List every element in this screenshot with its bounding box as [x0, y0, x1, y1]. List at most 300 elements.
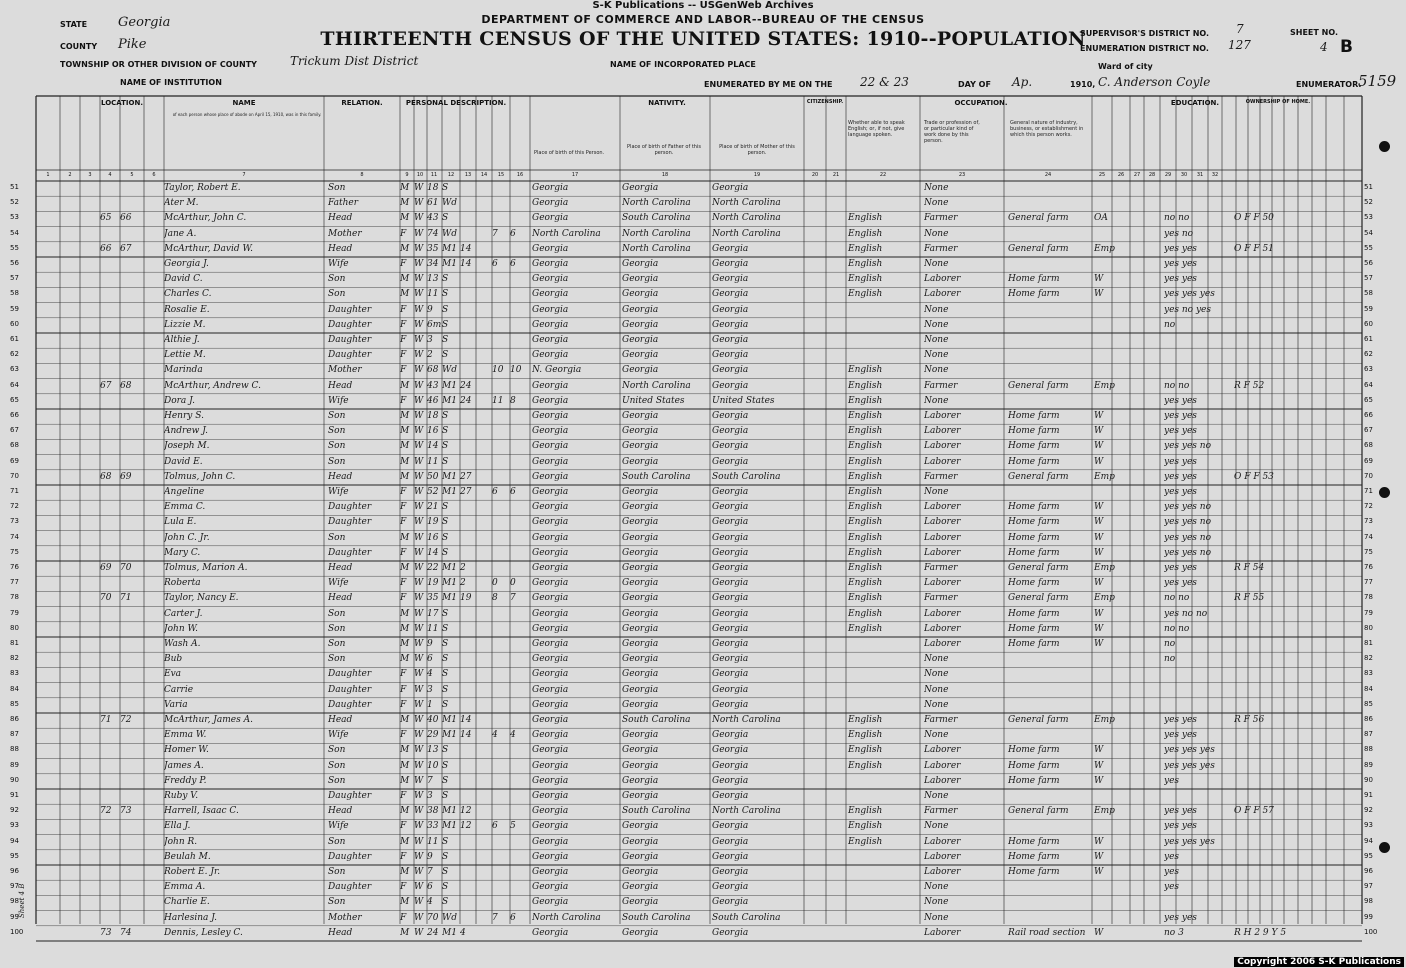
cell-read: yes yes — [1164, 487, 1197, 497]
cell-marital: S — [442, 684, 449, 695]
cell-bf: Georgia — [622, 547, 659, 558]
cell-line-right: 74 — [1364, 532, 1373, 541]
cell-emp: W — [1094, 411, 1104, 421]
cell-relation: Son — [328, 441, 346, 452]
cell-bp: Georgia — [532, 669, 569, 680]
cell-trade: None — [924, 365, 949, 376]
cell-name: David E. — [164, 456, 203, 467]
cell-marital: S — [442, 289, 449, 300]
column-number: 6 — [152, 172, 156, 178]
cell-bf: Georgia — [622, 563, 659, 573]
cell-name: Georgia J. — [164, 259, 209, 269]
cell-relation: Son — [328, 274, 346, 285]
column-number: 7 — [242, 172, 246, 178]
cell-bf: Georgia — [622, 730, 659, 741]
cell-read: yes yes — [1164, 806, 1197, 817]
col-birth-father: Place of birth of Father of this person. — [627, 144, 701, 156]
cell-race: W — [414, 335, 424, 345]
cell-marital: Wd — [442, 365, 458, 376]
cell-dwelling: 68 — [100, 471, 112, 482]
cell-relation: Daughter — [328, 304, 372, 315]
cell-bm: Georgia — [712, 897, 749, 908]
cell-name: James A. — [164, 760, 204, 771]
cell-age: 68 — [427, 365, 439, 376]
cell-marital: M1 — [442, 259, 457, 269]
cell-relation: Son — [328, 623, 346, 634]
cell-trade: Laborer — [924, 289, 961, 300]
cell-industry: Home farm — [1008, 532, 1060, 543]
cell-bf: North Carolina — [622, 243, 691, 254]
cell-race: W — [414, 745, 424, 756]
column-number: 13 — [464, 172, 472, 178]
cell-line: 76 — [10, 563, 19, 571]
cell-industry: General farm — [1008, 806, 1069, 817]
cell-race: W — [414, 304, 424, 315]
cell-relation: Father — [328, 198, 359, 209]
col-nativity: NATIVITY. — [648, 99, 686, 107]
cell-emp: W — [1094, 927, 1104, 938]
cell-bf: Georgia — [622, 745, 659, 756]
enumerated-month: Ap. — [1012, 75, 1033, 89]
cell-race: W — [414, 684, 424, 695]
cell-bp: Georgia — [532, 274, 569, 285]
cell-name: Jane A. — [164, 228, 197, 239]
cell-trade: None — [924, 684, 949, 695]
cell-name: Ruby V. — [164, 791, 199, 801]
cell-born: 7 — [492, 912, 498, 923]
cell-emp: W — [1094, 441, 1104, 452]
cell-lang: English — [848, 395, 883, 406]
cell-line: 60 — [10, 319, 19, 328]
cell-line-right: 69 — [1364, 456, 1373, 465]
cell-living: 7 — [510, 593, 516, 604]
cell-relation: Daughter — [328, 699, 372, 710]
cell-trade: None — [924, 912, 949, 923]
cell-sex: M — [400, 243, 410, 254]
cell-bm: North Carolina — [712, 228, 781, 239]
cell-line: 65 — [10, 395, 19, 404]
cell-lang: English — [848, 243, 883, 254]
cell-sex: M — [400, 198, 410, 209]
cell-relation: Head — [328, 243, 353, 254]
cell-race: W — [414, 806, 424, 817]
cell-line: 92 — [10, 806, 19, 815]
cell-name: Dennis, Lesley C. — [164, 927, 243, 938]
cell-read: yes yes — [1164, 274, 1197, 285]
cell-sex: M — [400, 426, 410, 437]
cell-line-right: 92 — [1364, 806, 1373, 815]
cell-name: Bub — [164, 654, 183, 665]
cell-emp: Emp — [1094, 715, 1115, 725]
cell-relation: Daughter — [328, 319, 372, 330]
cell-relation: Wife — [328, 487, 349, 497]
cell-age: 17 — [427, 608, 439, 619]
cell-race: W — [414, 243, 424, 254]
cell-sex: M — [400, 715, 410, 725]
cell-read: yes no — [1164, 228, 1194, 239]
cell-family: 66 — [120, 213, 132, 224]
cell-relation: Daughter — [328, 791, 372, 801]
cell-line-right: 95 — [1364, 851, 1373, 860]
cell-bp: Georgia — [532, 380, 569, 391]
cell-line: 77 — [10, 578, 19, 587]
column-number: 20 — [811, 172, 819, 178]
cell-read: yes yes no — [1164, 441, 1211, 452]
cell-bm: South Carolina — [712, 471, 781, 482]
cell-age: 70 — [427, 912, 439, 923]
cell-trade: Laborer — [924, 502, 961, 513]
cell-born: 7 — [492, 228, 498, 239]
column-number: 25 — [1098, 172, 1106, 178]
cell-bf: Georgia — [622, 684, 659, 695]
cell-read: no — [1164, 639, 1176, 649]
cell-age: 7 — [427, 867, 433, 877]
cell-marital: M1 — [442, 471, 457, 482]
cell-relation: Mother — [328, 228, 362, 239]
cell-bf: Georgia — [622, 760, 659, 771]
cell-race: W — [414, 411, 424, 421]
cell-lang: English — [848, 228, 883, 239]
supervisor-value: 7 — [1236, 22, 1244, 36]
cell-line: 71 — [10, 487, 19, 495]
cell-bm: Georgia — [712, 259, 749, 269]
cell-relation: Son — [328, 654, 346, 665]
cell-industry: Home farm — [1008, 760, 1060, 771]
enumeration-label: ENUMERATION DISTRICT NO. — [1080, 44, 1209, 53]
cell-bm: South Carolina — [712, 912, 781, 923]
cell-race: W — [414, 441, 424, 452]
cell-sex: F — [400, 912, 407, 923]
cell-emp: W — [1094, 502, 1104, 513]
cell-bm: Georgia — [712, 304, 749, 315]
cell-marital: M1 — [442, 806, 457, 817]
cell-age: 14 — [427, 547, 439, 558]
cell-line-right: 70 — [1364, 471, 1373, 480]
cell-age: 16 — [427, 532, 439, 543]
cell-dwelling: 69 — [100, 563, 112, 573]
cell-line-right: 68 — [1364, 441, 1373, 450]
cell-line-right: 78 — [1364, 593, 1373, 602]
cell-lang: English — [848, 471, 883, 482]
cell-bf: Georgia — [622, 365, 659, 376]
cell-industry: Home farm — [1008, 608, 1060, 619]
cell-read: yes yes no — [1164, 517, 1211, 528]
cell-bp: Georgia — [532, 517, 569, 528]
cell-line: 53 — [10, 213, 19, 222]
cell-race: W — [414, 365, 424, 376]
cell-sex: M — [400, 745, 410, 756]
cell-bp: Georgia — [532, 715, 569, 725]
cell-read: yes yes yes — [1164, 289, 1215, 300]
cell-trade: Laborer — [924, 441, 961, 452]
cell-race: W — [414, 608, 424, 619]
cell-line: 94 — [10, 836, 19, 845]
cell-trade: Farmer — [924, 715, 958, 725]
cell-race: W — [414, 730, 424, 741]
cell-bp: Georgia — [532, 578, 569, 589]
cell-line: 64 — [10, 380, 19, 389]
cell-relation: Son — [328, 426, 346, 437]
cell-sex: M — [400, 380, 410, 391]
cell-line-right: 82 — [1364, 654, 1373, 663]
cell-trade: Laborer — [924, 532, 961, 543]
township-value: Trickum Dist District — [290, 54, 419, 68]
cell-own: O F F 50 — [1234, 213, 1274, 224]
cell-trade: None — [924, 395, 949, 406]
cell-line-right: 67 — [1364, 426, 1373, 435]
cell-bm: Georgia — [712, 563, 749, 573]
cell-living: 4 — [510, 730, 516, 741]
cell-marital: S — [442, 608, 449, 619]
cell-line: 95 — [10, 851, 19, 860]
cell-bp: Georgia — [532, 411, 569, 421]
township-label: TOWNSHIP OR OTHER DIVISION OF COUNTY — [60, 60, 257, 69]
enumeration-value: 127 — [1228, 38, 1251, 52]
cell-race: W — [414, 821, 424, 832]
cell-bm: Georgia — [712, 319, 749, 330]
ward-label: Ward of city — [1098, 62, 1153, 71]
cell-emp: W — [1094, 578, 1104, 589]
cell-emp: W — [1094, 851, 1104, 862]
cell-marital: S — [442, 897, 449, 908]
cell-relation: Wife — [328, 259, 349, 269]
cell-age: 10 — [427, 760, 439, 771]
cell-line-right: 66 — [1364, 411, 1373, 419]
cell-marital: M1 — [442, 593, 457, 604]
cell-emp: W — [1094, 532, 1104, 543]
cell-name: Taylor, Nancy E. — [164, 593, 239, 604]
cell-bf: United States — [622, 395, 685, 406]
cell-sex: M — [400, 897, 410, 908]
cell-bp: Georgia — [532, 471, 569, 482]
cell-age: 2 — [427, 350, 433, 361]
column-number: 26 — [1117, 172, 1125, 178]
cell-age: 16 — [427, 426, 439, 437]
cell-line: 100 — [10, 927, 24, 936]
cell-bm: Georgia — [712, 775, 749, 786]
column-number: 18 — [661, 172, 669, 178]
cell-lang: English — [848, 274, 883, 285]
cell-bf: North Carolina — [622, 228, 691, 239]
cell-bp: N. Georgia — [532, 365, 582, 376]
cell-emp: Emp — [1094, 380, 1115, 391]
cell-bf: Georgia — [622, 304, 659, 315]
column-number: 17 — [571, 172, 579, 178]
cell-marital: M1 — [442, 487, 457, 497]
cell-sex: F — [400, 730, 407, 741]
cell-bp: Georgia — [532, 319, 569, 330]
cell-bp: Georgia — [532, 259, 569, 269]
cell-years: 14 — [460, 730, 472, 741]
col-birth-mother: Place of birth of Mother of this person. — [719, 144, 795, 156]
cell-industry: General farm — [1008, 563, 1069, 573]
cell-sex: M — [400, 760, 410, 771]
cell-bf: Georgia — [622, 289, 659, 300]
cell-dwelling: 65 — [100, 213, 112, 224]
cell-own: R F 52 — [1234, 380, 1265, 391]
cell-sex: F — [400, 365, 407, 376]
cell-bm: Georgia — [712, 380, 749, 391]
cell-sex: F — [400, 335, 407, 345]
cell-read: yes yes — [1164, 395, 1197, 406]
cell-line: 70 — [10, 471, 19, 480]
cell-bp: Georgia — [532, 593, 569, 604]
cell-line: 68 — [10, 441, 19, 450]
cell-trade: Laborer — [924, 836, 961, 847]
cell-race: W — [414, 791, 424, 801]
cell-line-right: 84 — [1364, 684, 1373, 693]
cell-bp: Georgia — [532, 882, 569, 893]
cell-own: O F F 57 — [1234, 806, 1274, 817]
cell-sex: F — [400, 304, 407, 315]
cell-bf: Georgia — [622, 836, 659, 847]
cell-emp: W — [1094, 608, 1104, 619]
cell-race: W — [414, 654, 424, 665]
cell-line-right: 79 — [1364, 608, 1373, 617]
cell-trade: None — [924, 699, 949, 710]
cell-race: W — [414, 715, 424, 725]
cell-name: Emma W. — [164, 730, 207, 741]
cell-trade: None — [924, 304, 949, 315]
cell-line-right: 87 — [1364, 730, 1373, 739]
cell-family: 70 — [120, 563, 132, 573]
cell-read: no no — [1164, 213, 1190, 224]
cell-lang: English — [848, 760, 883, 771]
cell-relation: Head — [328, 927, 353, 938]
cell-living: 6 — [510, 487, 516, 497]
cell-industry: General farm — [1008, 213, 1069, 224]
cell-sex: F — [400, 699, 407, 710]
cell-born: 11 — [492, 395, 504, 406]
cell-years: 14 — [460, 715, 472, 725]
cell-race: W — [414, 912, 424, 923]
cell-industry: Rail road section — [1008, 927, 1086, 938]
column-number: 32 — [1211, 172, 1219, 178]
cell-age: 11 — [427, 836, 439, 847]
cell-born: 6 — [492, 487, 498, 497]
cell-name: Emma A. — [164, 882, 206, 893]
cell-age: 50 — [427, 471, 439, 482]
cell-name: John R. — [164, 836, 198, 847]
cell-bm: Georgia — [712, 882, 749, 893]
cell-years: 2 — [460, 563, 466, 573]
cell-line: 62 — [10, 350, 19, 359]
column-number: 29 — [1164, 172, 1172, 178]
cell-trade: None — [924, 183, 949, 193]
cell-relation: Son — [328, 867, 346, 877]
cell-age: 13 — [427, 745, 439, 756]
cell-age: 33 — [427, 821, 439, 832]
cell-race: W — [414, 532, 424, 543]
cell-sex: F — [400, 487, 407, 497]
cell-living: 0 — [510, 578, 516, 589]
cell-name: Lizzie M. — [164, 319, 206, 330]
cell-read: yes — [1164, 882, 1180, 893]
cell-trade: None — [924, 350, 949, 361]
cell-line-right: 89 — [1364, 760, 1373, 769]
cell-bp: Georgia — [532, 897, 569, 908]
cell-name: Robert E. Jr. — [164, 867, 221, 877]
cell-sex: M — [400, 532, 410, 543]
cell-bm: Georgia — [712, 532, 749, 543]
cell-sex: F — [400, 593, 407, 604]
cell-bp: Georgia — [532, 867, 569, 877]
cell-race: W — [414, 775, 424, 786]
cell-relation: Daughter — [328, 350, 372, 361]
cell-age: 43 — [427, 213, 439, 224]
cell-line: 69 — [10, 456, 19, 465]
cell-trade: None — [924, 319, 949, 330]
county-label: COUNTY — [60, 42, 98, 51]
cell-bm: Georgia — [712, 684, 749, 695]
column-number: 2 — [68, 172, 72, 178]
cell-born: 10 — [492, 365, 504, 376]
cell-relation: Daughter — [328, 517, 372, 528]
cell-lang: English — [848, 289, 883, 300]
column-number: 3 — [88, 172, 92, 178]
column-number: 28 — [1148, 172, 1156, 178]
col-birth-person: Place of birth of this Person. — [534, 150, 605, 156]
cell-marital: M1 — [442, 563, 457, 573]
cell-lang: English — [848, 517, 883, 528]
cell-lang: English — [848, 213, 883, 224]
column-number: 21 — [832, 172, 840, 178]
cell-marital: S — [442, 699, 449, 710]
cell-dwelling: 67 — [100, 380, 112, 391]
cell-race: W — [414, 547, 424, 558]
cell-industry: General farm — [1008, 243, 1069, 254]
cell-read: yes yes — [1164, 715, 1197, 725]
cell-relation: Daughter — [328, 882, 372, 893]
cell-line: 81 — [10, 639, 19, 647]
cell-bm: Georgia — [712, 623, 749, 634]
column-number: 1 — [46, 172, 50, 178]
cell-relation: Daughter — [328, 851, 372, 862]
cell-bp: Georgia — [532, 243, 569, 254]
cell-read: no — [1164, 654, 1176, 665]
cell-living: 5 — [510, 821, 516, 832]
cell-race: W — [414, 289, 424, 300]
column-number: 24 — [1044, 172, 1052, 178]
cell-line: 93 — [10, 821, 19, 830]
cell-name: Taylor, Robert E. — [164, 183, 241, 193]
column-number: 23 — [958, 172, 966, 178]
cell-line-right: 91 — [1364, 791, 1373, 799]
cell-line: 55 — [10, 243, 19, 252]
cell-bp: Georgia — [532, 791, 569, 801]
cell-name: John W. — [164, 623, 199, 634]
cell-read: yes yes no — [1164, 502, 1211, 513]
cell-industry: General farm — [1008, 471, 1069, 482]
cell-marital: S — [442, 502, 449, 513]
cell-bp: Georgia — [532, 684, 569, 695]
cell-bp: Georgia — [532, 654, 569, 665]
cell-sex: F — [400, 517, 407, 528]
cell-marital: S — [442, 760, 449, 771]
cell-relation: Head — [328, 593, 353, 604]
cell-bp: Georgia — [532, 304, 569, 315]
cell-emp: Emp — [1094, 471, 1115, 482]
cell-race: W — [414, 623, 424, 634]
cell-line: 56 — [10, 259, 19, 267]
cell-trade: None — [924, 259, 949, 269]
cell-bm: Georgia — [712, 365, 749, 376]
cell-bm: Georgia — [712, 335, 749, 345]
cell-line-right: 59 — [1364, 304, 1373, 313]
cell-born: 6 — [492, 259, 498, 269]
cell-marital: S — [442, 319, 449, 330]
cell-relation: Head — [328, 471, 353, 482]
